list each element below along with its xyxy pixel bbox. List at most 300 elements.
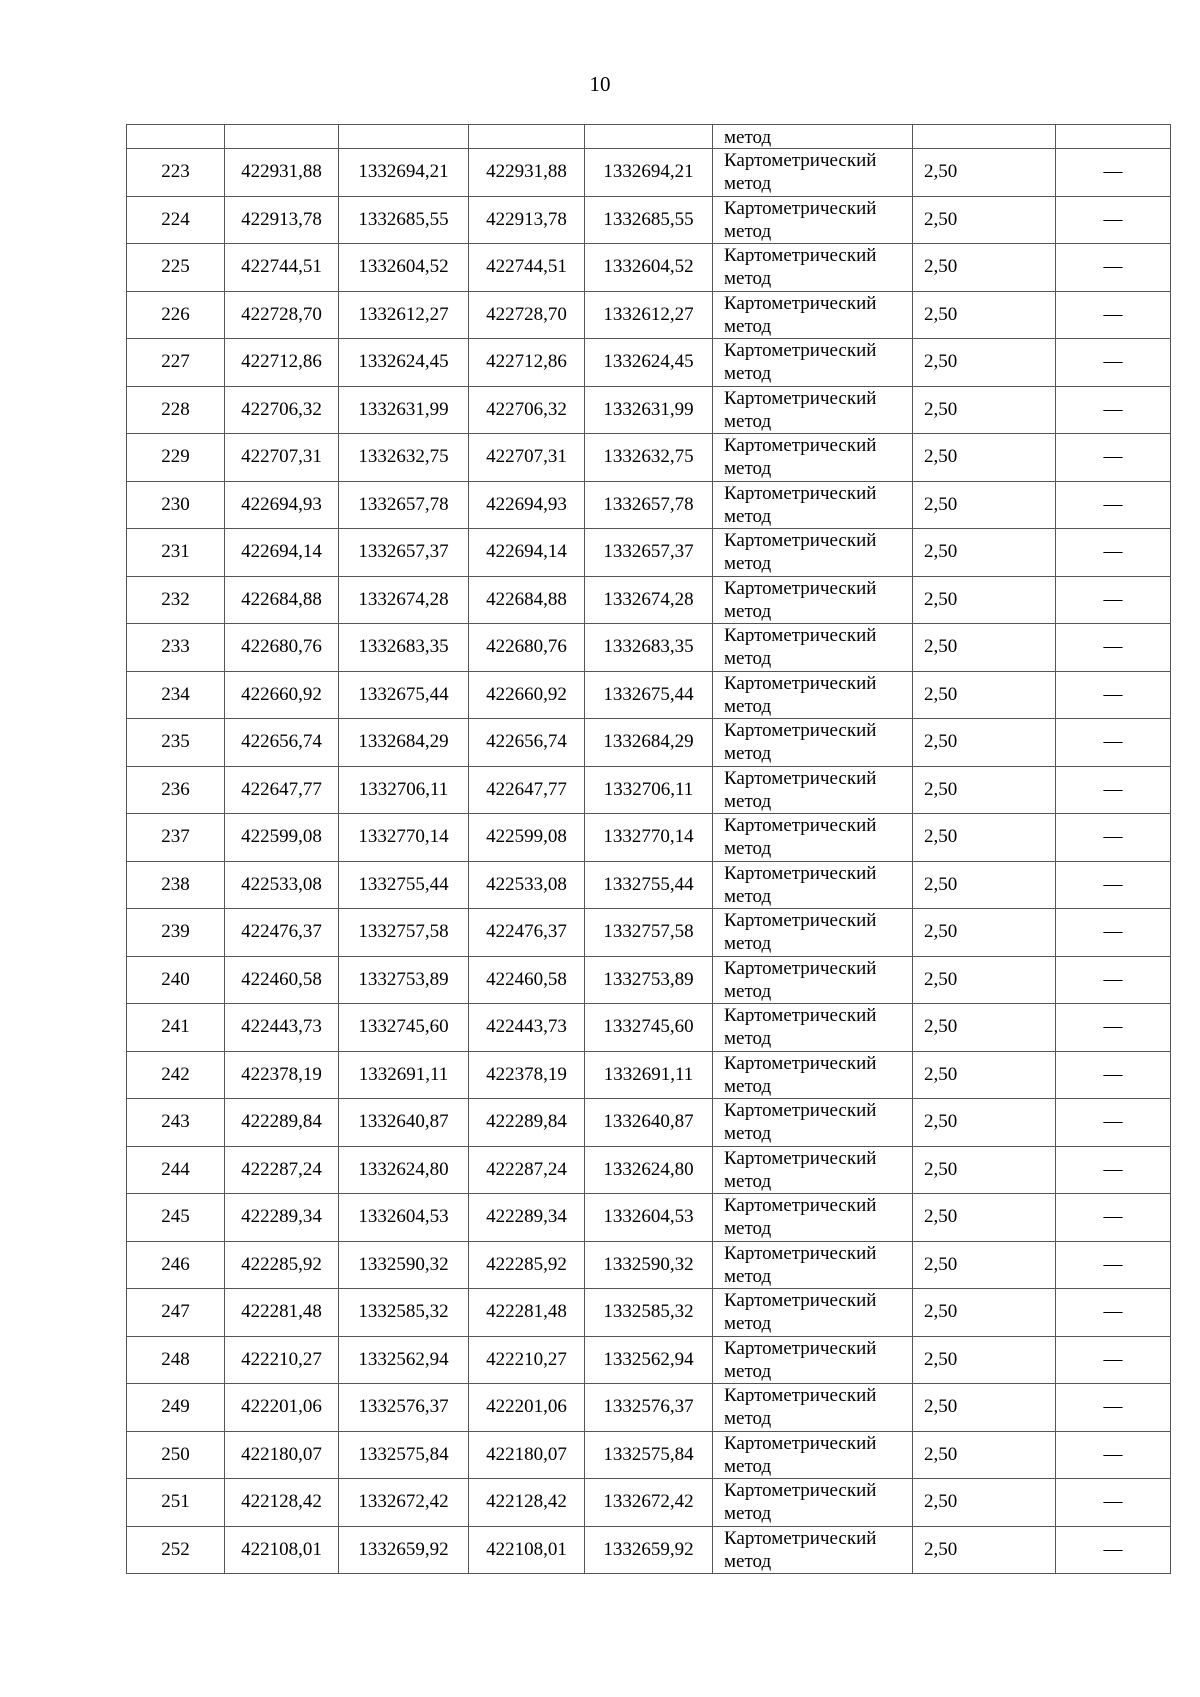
method-line-2: метод [724,648,772,670]
cell-tolerance: 2,50 [913,1384,1056,1432]
cell-tolerance: 2,50 [913,719,1056,767]
table-row [127,814,1171,862]
method-line-1: Картометрический [724,1147,877,1169]
cell-method [713,576,913,624]
cell-point-number: 246 [127,1241,225,1289]
cell-y-new: 1332684,29 [585,719,713,767]
cell-y-new: 1332745,60 [585,1004,713,1052]
cell-tolerance: 2,50 [913,1241,1056,1289]
cell-point-number: 244 [127,1146,225,1194]
method-line-1: Картометрический [724,245,877,267]
table-row [127,671,1171,719]
cell-method [713,766,913,814]
cell-method [713,814,913,862]
cell-x-new: 422476,37 [469,909,585,957]
cell-point-number: 227 [127,339,225,387]
cell-point-number [127,125,225,149]
cell-x-new: 422931,88 [469,149,585,197]
cell-tolerance: 2,50 [913,909,1056,957]
method-line-2: метод [724,695,772,717]
cell-x-existing: 422931,88 [225,149,339,197]
cell-x-new: 422460,58 [469,956,585,1004]
cell-y-existing: 1332691,11 [339,1051,469,1099]
table-row [127,719,1171,767]
cell-y-existing: 1332672,42 [339,1479,469,1527]
cell-method [713,244,913,292]
cell-tolerance: 2,50 [913,956,1056,1004]
cell-point-number: 252 [127,1526,225,1574]
cell-y-new: 1332757,58 [585,909,713,957]
cell-point-number: 226 [127,291,225,339]
cell-point-number: 225 [127,244,225,292]
cell-point-number: 249 [127,1384,225,1432]
cell-note: — [1056,956,1171,1004]
cell-method [713,1289,913,1337]
cell-note: — [1056,291,1171,339]
cell-y-new: 1332576,37 [585,1384,713,1432]
method-line-1: Картометрический [724,150,877,172]
table-row [127,1241,1171,1289]
cell-method [713,1146,913,1194]
cell-method [713,1194,913,1242]
cell-x-new: 422656,74 [469,719,585,767]
cell-note: — [1056,1051,1171,1099]
cell-y-existing: 1332640,87 [339,1099,469,1147]
cell-x-new: 422378,19 [469,1051,585,1099]
cell-method [713,624,913,672]
cell-point-number: 230 [127,481,225,529]
cell-point-number: 234 [127,671,225,719]
method-line-2: метод [724,1360,772,1382]
table-row [127,196,1171,244]
table-body [127,125,1171,1574]
method-line-2: метод [724,1455,772,1477]
cell-x-existing: 422694,14 [225,529,339,577]
cell-tolerance: 2,50 [913,861,1056,909]
cell-x-new: 422694,14 [469,529,585,577]
cell-tolerance: 2,50 [913,481,1056,529]
cell-note: — [1056,1526,1171,1574]
table-row [127,1431,1171,1479]
cell-y-existing: 1332612,27 [339,291,469,339]
method-line-2: метод [724,410,772,432]
cell-y-existing: 1332684,29 [339,719,469,767]
cell-tolerance: 2,50 [913,339,1056,387]
cell-x-existing: 422108,01 [225,1526,339,1574]
method-line-1: Картометрический [724,530,877,552]
cell-method [713,1526,913,1574]
method-line-1: Картометрический [724,435,877,457]
cell-y-new: 1332585,32 [585,1289,713,1337]
cell-x-existing: 422656,74 [225,719,339,767]
cell-method [713,339,913,387]
cell-y-new: 1332604,53 [585,1194,713,1242]
cell-x-existing: 422533,08 [225,861,339,909]
method-line-2: метод [724,363,772,385]
table-row [127,149,1171,197]
cell-point-number: 245 [127,1194,225,1242]
cell-point-number: 248 [127,1336,225,1384]
cell-point-number: 242 [127,1051,225,1099]
table-row [127,434,1171,482]
cell-y-new: 1332640,87 [585,1099,713,1147]
cell-point-number: 247 [127,1289,225,1337]
cell-y-new: 1332631,99 [585,386,713,434]
table-row-continued [127,125,1171,149]
table-row [127,244,1171,292]
cell-y-new: 1332657,78 [585,481,713,529]
cell-x-new: 422443,73 [469,1004,585,1052]
cell-y-existing: 1332757,58 [339,909,469,957]
cell-tolerance: 2,50 [913,624,1056,672]
cell-y-existing: 1332604,53 [339,1194,469,1242]
cell-x-existing: 422707,31 [225,434,339,482]
cell-y-new: 1332657,37 [585,529,713,577]
method-line-1: Картометрический [724,720,877,742]
cell-note: — [1056,814,1171,862]
cell-x-existing: 422913,78 [225,196,339,244]
cell-y-existing: 1332604,52 [339,244,469,292]
cell-point-number: 243 [127,1099,225,1147]
cell-point-number: 251 [127,1479,225,1527]
cell-point-number: 240 [127,956,225,1004]
cell-y-existing [339,125,469,149]
method-line-1: Картометрический [724,1290,877,1312]
cell-x-new: 422128,42 [469,1479,585,1527]
cell-tolerance: 2,50 [913,1336,1056,1384]
cell-x-existing: 422287,24 [225,1146,339,1194]
cell-point-number: 229 [127,434,225,482]
cell-x-existing: 422647,77 [225,766,339,814]
cell-x-existing: 422706,32 [225,386,339,434]
cell-y-existing: 1332683,35 [339,624,469,672]
cell-y-new: 1332691,11 [585,1051,713,1099]
cell-note: — [1056,1004,1171,1052]
cell-method [713,1051,913,1099]
cell-note: — [1056,624,1171,672]
cell-tolerance: 2,50 [913,1526,1056,1574]
cell-note: — [1056,909,1171,957]
cell-y-existing: 1332753,89 [339,956,469,1004]
method-line-1: Картометрический [724,577,877,599]
cell-note: — [1056,339,1171,387]
cell-tolerance: 2,50 [913,291,1056,339]
method-line-1: Картометрический [724,1480,877,1502]
table-row [127,529,1171,577]
cell-note: — [1056,1431,1171,1479]
cell-note: — [1056,244,1171,292]
cell-y-existing: 1332685,55 [339,196,469,244]
cell-point-number: 228 [127,386,225,434]
cell-y-existing: 1332674,28 [339,576,469,624]
cell-method [713,956,913,1004]
method-line-2: метод [724,1123,772,1145]
cell-y-existing: 1332706,11 [339,766,469,814]
cell-x-existing: 422744,51 [225,244,339,292]
cell-tolerance: 2,50 [913,149,1056,197]
cell-x-new: 422285,92 [469,1241,585,1289]
cell-tolerance [913,125,1056,149]
cell-x-existing: 422128,42 [225,1479,339,1527]
cell-y-existing: 1332755,44 [339,861,469,909]
cell-method [713,196,913,244]
cell-x-new: 422680,76 [469,624,585,672]
cell-y-new: 1332706,11 [585,766,713,814]
cell-y-new: 1332562,94 [585,1336,713,1384]
cell-y-existing: 1332624,80 [339,1146,469,1194]
cell-method [713,671,913,719]
cell-method [713,1004,913,1052]
cell-point-number: 239 [127,909,225,957]
cell-y-new: 1332604,52 [585,244,713,292]
coordinates-table [126,124,1171,1574]
cell-note: — [1056,434,1171,482]
cell-x-new: 422599,08 [469,814,585,862]
table-row [127,861,1171,909]
cell-y-new: 1332674,28 [585,576,713,624]
cell-x-new: 422707,31 [469,434,585,482]
cell-tolerance: 2,50 [913,1479,1056,1527]
cell-x-new: 422744,51 [469,244,585,292]
table-row [127,1051,1171,1099]
cell-x-existing: 422180,07 [225,1431,339,1479]
cell-tolerance: 2,50 [913,1431,1056,1479]
method-line-2: метод [724,1265,772,1287]
method-line-2: метод [724,505,772,527]
cell-x-existing: 422680,76 [225,624,339,672]
cell-y-new [585,125,713,149]
cell-point-number: 231 [127,529,225,577]
cell-x-existing: 422201,06 [225,1384,339,1432]
cell-x-new: 422287,24 [469,1146,585,1194]
table-row [127,1099,1171,1147]
table-row [127,386,1171,434]
method-line-2: метод [724,1028,772,1050]
cell-method [713,386,913,434]
method-line-2: метод [724,790,772,812]
cell-note: — [1056,671,1171,719]
cell-method [713,149,913,197]
method-line-2: метод [724,838,772,860]
cell-note: — [1056,149,1171,197]
cell-note: — [1056,719,1171,767]
cell-x-new: 422289,34 [469,1194,585,1242]
cell-x-existing: 422599,08 [225,814,339,862]
method-line-2: метод [724,1550,772,1572]
method-line-2: метод [724,1218,772,1240]
method-line-1: Картометрический [724,862,877,884]
method-line-2: метод [724,315,772,337]
cell-y-new: 1332612,27 [585,291,713,339]
method-line-2: метод [724,553,772,575]
cell-tolerance: 2,50 [913,244,1056,292]
table-row [127,1004,1171,1052]
method-line-2: метод [724,220,772,242]
cell-y-existing: 1332694,21 [339,149,469,197]
cell-x-existing: 422285,92 [225,1241,339,1289]
cell-y-existing: 1332657,37 [339,529,469,577]
cell-y-existing: 1332576,37 [339,1384,469,1432]
cell-note: — [1056,1384,1171,1432]
method-line-1: Картометрический [724,1005,877,1027]
cell-method [713,1431,913,1479]
table-row [127,1479,1171,1527]
method-line-1: Картометрический [724,1052,877,1074]
cell-y-new: 1332624,45 [585,339,713,387]
cell-tolerance: 2,50 [913,1051,1056,1099]
cell-y-new: 1332685,55 [585,196,713,244]
cell-point-number: 223 [127,149,225,197]
cell-x-new: 422913,78 [469,196,585,244]
table-row [127,1146,1171,1194]
method-line-1: Картометрический [724,672,877,694]
table-row [127,1194,1171,1242]
method-line-2: метод [724,933,772,955]
cell-note: — [1056,861,1171,909]
cell-note: — [1056,1241,1171,1289]
cell-note: — [1056,529,1171,577]
method-line-1: Картометрический [724,1100,877,1122]
cell-note: — [1056,576,1171,624]
cell-y-new: 1332575,84 [585,1431,713,1479]
cell-point-number: 233 [127,624,225,672]
table-row [127,909,1171,957]
method-line-1: Картометрический [724,625,877,647]
cell-y-new: 1332624,80 [585,1146,713,1194]
method-line-1: Картометрический [724,1337,877,1359]
cell-y-new: 1332675,44 [585,671,713,719]
method-line-1: Картометрический [724,1385,877,1407]
cell-tolerance: 2,50 [913,1146,1056,1194]
method-line-1: Картометрический [724,957,877,979]
cell-x-new: 422728,70 [469,291,585,339]
cell-method [713,909,913,957]
cell-point-number: 232 [127,576,225,624]
cell-x-new: 422533,08 [469,861,585,909]
method-line-1: Картометрический [724,815,877,837]
cell-note: — [1056,1289,1171,1337]
method-line-2: метод [724,1313,772,1335]
method-line-1: Картометрический [724,482,877,504]
method-line-2: метод [724,458,772,480]
cell-point-number: 235 [127,719,225,767]
table-row [127,576,1171,624]
cell-y-existing: 1332562,94 [339,1336,469,1384]
table-row [127,766,1171,814]
cell-method [713,481,913,529]
cell-y-existing: 1332770,14 [339,814,469,862]
cell-tolerance: 2,50 [913,766,1056,814]
cell-x-existing: 422712,86 [225,339,339,387]
table-row [127,1289,1171,1337]
cell-y-existing: 1332632,75 [339,434,469,482]
table-row [127,1336,1171,1384]
table-row [127,481,1171,529]
cell-x-new: 422706,32 [469,386,585,434]
cell-x-existing: 422210,27 [225,1336,339,1384]
cell-method [713,434,913,482]
cell-tolerance: 2,50 [913,529,1056,577]
cell-tolerance: 2,50 [913,196,1056,244]
method-line-1: Картометрический [724,197,877,219]
cell-y-existing: 1332575,84 [339,1431,469,1479]
method-line-1: Картометрический [724,767,877,789]
cell-note: — [1056,1099,1171,1147]
cell-tolerance: 2,50 [913,386,1056,434]
method-line-1: Картометрический [724,340,877,362]
table-row [127,956,1171,1004]
cell-x-existing: 422281,48 [225,1289,339,1337]
cell-y-new: 1332672,42 [585,1479,713,1527]
cell-x-existing: 422460,58 [225,956,339,1004]
cell-x-existing: 422476,37 [225,909,339,957]
cell-note [1056,125,1171,149]
cell-x-existing: 422660,92 [225,671,339,719]
cell-y-existing: 1332745,60 [339,1004,469,1052]
cell-x-new: 422647,77 [469,766,585,814]
cell-point-number: 238 [127,861,225,909]
table-row [127,339,1171,387]
cell-x-new: 422660,92 [469,671,585,719]
cell-y-existing: 1332659,92 [339,1526,469,1574]
cell-x-new [469,125,585,149]
cell-method [713,529,913,577]
cell-method [713,1099,913,1147]
method-line-2: метод [724,1503,772,1525]
page-number: 10 [589,72,611,96]
method-line-2: метод [724,1170,772,1192]
cell-x-new: 422712,86 [469,339,585,387]
cell-x-existing: 422289,34 [225,1194,339,1242]
method-line-2: метод [724,173,772,195]
method-line-1: Картометрический [724,1527,877,1549]
method-line-2: метод [724,1075,772,1097]
cell-note: — [1056,196,1171,244]
cell-note: — [1056,1336,1171,1384]
cell-x-existing: 422378,19 [225,1051,339,1099]
cell-tolerance: 2,50 [913,1004,1056,1052]
method-line-1: Картометрический [724,1195,877,1217]
cell-y-existing: 1332585,32 [339,1289,469,1337]
cell-x-existing: 422443,73 [225,1004,339,1052]
cell-tolerance: 2,50 [913,434,1056,482]
cell-x-existing: 422728,70 [225,291,339,339]
cell-method [713,1336,913,1384]
cell-y-new: 1332590,32 [585,1241,713,1289]
cell-tolerance: 2,50 [913,814,1056,862]
cell-x-new: 422281,48 [469,1289,585,1337]
method-line-1: Картометрический [724,292,877,314]
cell-tolerance: 2,50 [913,671,1056,719]
cell-tolerance: 2,50 [913,1289,1056,1337]
cell-y-new: 1332753,89 [585,956,713,1004]
cell-y-new: 1332632,75 [585,434,713,482]
cell-point-number: 237 [127,814,225,862]
cell-tolerance: 2,50 [913,576,1056,624]
cell-x-existing: 422694,93 [225,481,339,529]
cell-x-new: 422201,06 [469,1384,585,1432]
method-line-1: Картометрический [724,1242,877,1264]
cell-x-new: 422180,07 [469,1431,585,1479]
cell-point-number: 224 [127,196,225,244]
cell-note: — [1056,1146,1171,1194]
cell-point-number: 241 [127,1004,225,1052]
cell-y-existing: 1332624,45 [339,339,469,387]
cell-method [713,719,913,767]
cell-method [713,861,913,909]
cell-x-new: 422210,27 [469,1336,585,1384]
cell-method [713,1241,913,1289]
